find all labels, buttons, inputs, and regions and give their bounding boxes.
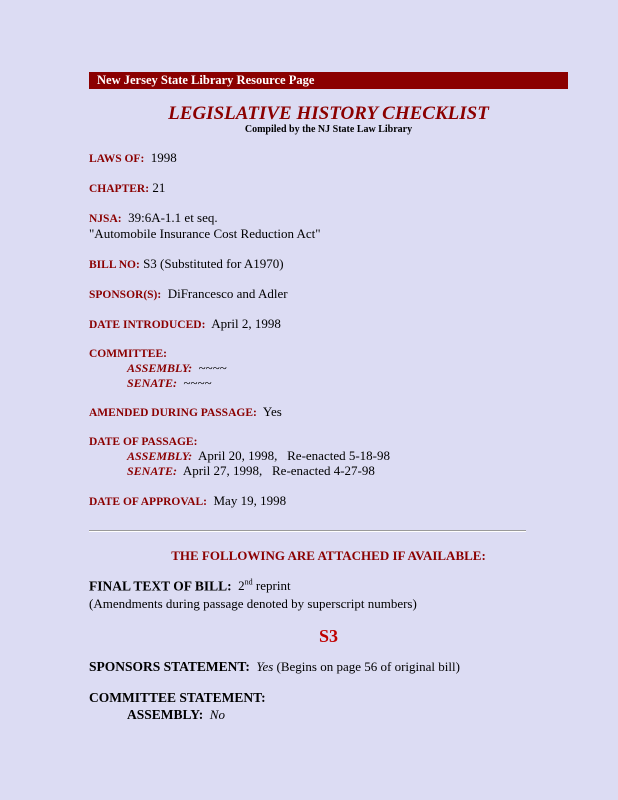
committee-assembly-row bbox=[127, 360, 227, 376]
laws-of-label: LAWS OF: bbox=[89, 153, 145, 165]
passage-senate-row bbox=[127, 463, 375, 479]
committee-senate-row bbox=[127, 375, 212, 391]
final-text-number: 2 bbox=[238, 578, 245, 594]
laws-of-value: 1998 bbox=[150, 150, 177, 165]
committee-statement-assembly-value: No bbox=[209, 707, 225, 722]
passage-assembly-label: ASSEMBLY: bbox=[127, 449, 193, 463]
page-subtitle: Compiled by the NJ State Law Library bbox=[244, 124, 413, 135]
committee-senate-label: SENATE: bbox=[127, 376, 178, 390]
amended-row bbox=[89, 404, 282, 420]
committee-assembly-label: ASSEMBLY: bbox=[127, 361, 193, 375]
committee-statement-label: COMMITTEE STATEMENT: bbox=[89, 690, 266, 705]
committee-label-row bbox=[89, 345, 167, 361]
final-text-label: FINAL TEXT OF BILL: bbox=[89, 578, 232, 594]
committee-statement-assembly-label: ASSEMBLY: bbox=[127, 707, 204, 722]
final-text-note: (Amendments during passage denoted by superscript numbers) bbox=[89, 596, 417, 611]
bill-heading: S3 bbox=[318, 626, 338, 646]
date-introduced-value: April 2, 1998 bbox=[211, 316, 281, 331]
laws-of-row bbox=[89, 150, 177, 166]
attached-heading: THE FOLLOWING ARE ATTACHED IF AVAILABLE: bbox=[171, 548, 486, 563]
final-text-rest: reprint bbox=[252, 578, 291, 594]
sponsors-label: SPONSOR(S): bbox=[89, 289, 162, 301]
passage-senate-label: SENATE: bbox=[127, 464, 178, 478]
njsa-act-name: "Automobile Insurance Cost Reduction Act" bbox=[89, 226, 321, 241]
date-introduced-label: DATE INTRODUCED: bbox=[89, 319, 206, 331]
final-text-row bbox=[89, 578, 291, 594]
passage-assembly-row bbox=[127, 448, 390, 464]
page-title: LEGISLATIVE HISTORY CHECKLIST bbox=[168, 103, 489, 124]
njsa-value: 39:6A-1.1 et seq. bbox=[128, 210, 218, 225]
sponsors-statement-value: Yes bbox=[256, 659, 274, 674]
bill-no-row bbox=[89, 256, 284, 272]
njsa-row bbox=[89, 210, 218, 226]
committee-label: COMMITTEE: bbox=[89, 348, 167, 360]
section-divider bbox=[89, 530, 526, 532]
date-of-approval-row bbox=[89, 493, 286, 509]
date-of-passage-label: DATE OF PASSAGE: bbox=[89, 436, 198, 448]
date-introduced-row bbox=[89, 316, 281, 332]
library-banner: New Jersey State Library Resource Page bbox=[89, 72, 568, 89]
sponsors-statement-label: SPONSORS STATEMENT: bbox=[89, 659, 250, 674]
amended-value: Yes bbox=[262, 404, 282, 419]
amended-label: AMENDED DURING PASSAGE: bbox=[89, 407, 257, 419]
committee-senate-value: ~~~~ bbox=[183, 375, 212, 390]
chapter-row bbox=[89, 180, 165, 196]
committee-statement-row bbox=[89, 690, 266, 706]
passage-senate-value: April 27, 1998, Re-enacted 4-27-98 bbox=[182, 463, 375, 478]
chapter-label: CHAPTER: bbox=[89, 183, 150, 195]
date-of-passage-label-row bbox=[89, 433, 197, 449]
njsa-label: NJSA: bbox=[89, 213, 122, 225]
final-text-ordinal: nd bbox=[244, 578, 253, 587]
sponsors-value: DiFrancesco and Adler bbox=[167, 286, 288, 301]
sponsors-statement-detail: (Begins on page 56 of original bill) bbox=[273, 659, 460, 674]
final-text-value bbox=[238, 578, 290, 593]
date-of-approval-value: May 19, 1998 bbox=[213, 493, 287, 508]
sponsors-row bbox=[89, 286, 288, 302]
bill-no-label: BILL NO: bbox=[89, 259, 140, 271]
bill-no-value: S3 (Substituted for A1970) bbox=[143, 256, 284, 271]
date-of-approval-label: DATE OF APPROVAL: bbox=[89, 496, 207, 508]
committee-assembly-value: ~~~~ bbox=[198, 360, 227, 375]
chapter-value: 21 bbox=[152, 180, 166, 195]
committee-statement-assembly-row bbox=[127, 707, 225, 723]
sponsors-statement-row bbox=[89, 659, 460, 675]
passage-assembly-value: April 20, 1998, Re-enacted 5-18-98 bbox=[197, 448, 390, 463]
